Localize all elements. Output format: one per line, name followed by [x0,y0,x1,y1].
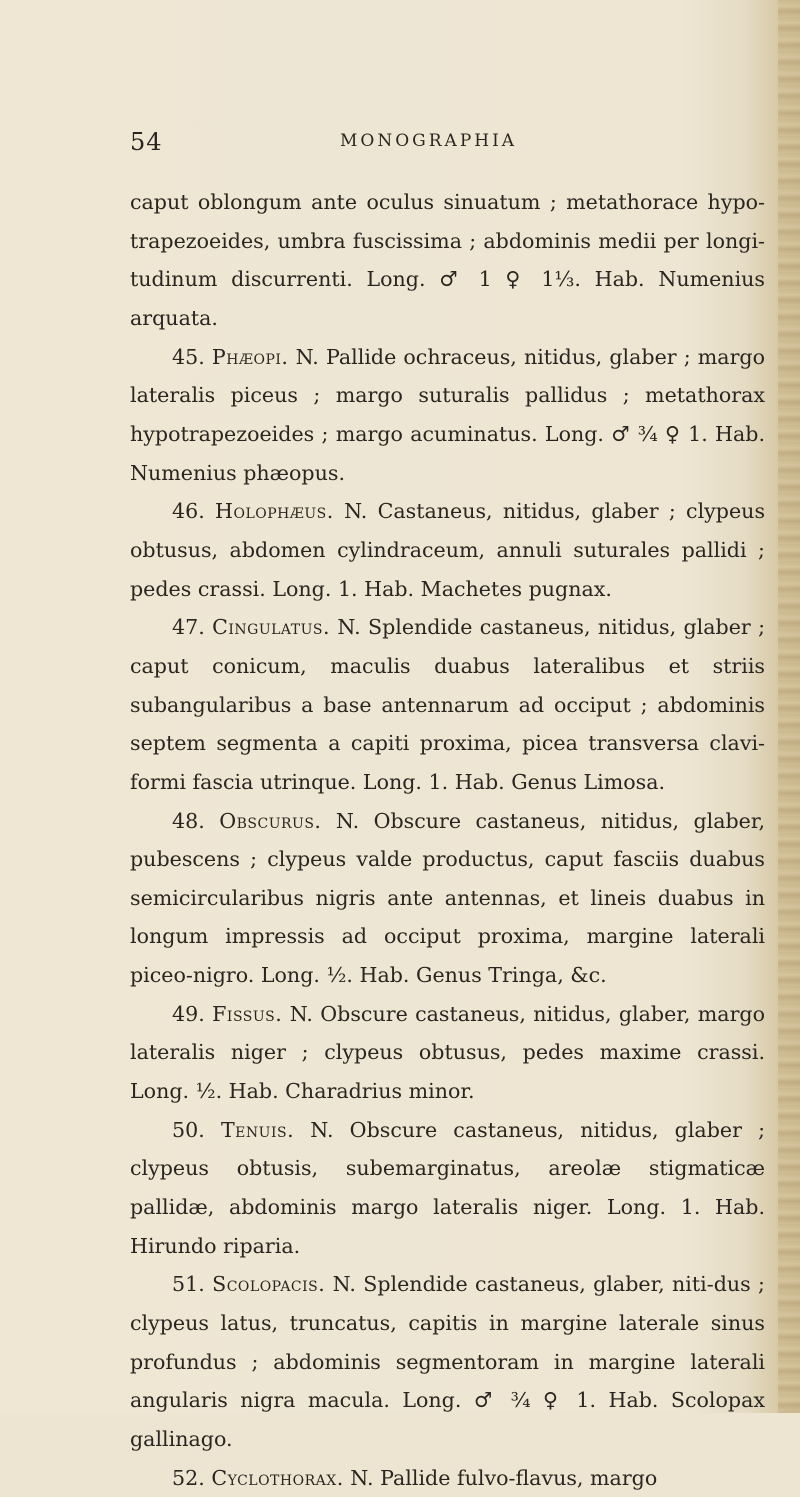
species-name: Cyclothorax. [211,1465,344,1490]
entry-description: N. Pallide ochraceus, nitidus, glaber ; margo lateralis piceus ; margo suturalis pallidus ; metathorax hypotrapezoeides ; margo acuminatus. Long. ♂ ¾ ♀ 1. Hab. Numenius phæopus. [130,344,766,485]
entry-number: 46. [172,499,205,524]
entry-description: N. Obscure castaneus, nitidus, glaber, pubescens ; clypeus valde productus, caput fasciis duabus semicircularibus nigris ante antennas, et lineis duabus in longum impressis ad occiput proxima, margine laterali piceo-nigro. Long. ½. Hab. Genus Tringa, &c. [130,808,766,988]
entry-description: N. Splendide castaneus, glaber, niti-dus ; clypeus latus, truncatus, capitis in margine laterale sinus profundus ; abdominis segmentoram in margine laterali angularis nigra macula. Long. ♂ ¾ ♀ 1. Hab. Scolopax gallinago. [130,1272,765,1451]
species-name: Phæopi. [211,344,289,369]
entry-description: N. Obscure castaneus, nitidus, glaber ; clypeus obtusis, subemarginatus, areolæ stigmaticæ pallidæ, abdominis margo lateralis niger. Long. 1. Hab. Hirundo riparia. [130,1117,766,1258]
running-head: MONOGRAPHIA [340,131,518,151]
entry-number: 51. [172,1272,205,1297]
species-name: Obscurus. [219,808,322,833]
page-edge [778,0,800,1413]
entry-paragraph [130,1459,765,1497]
entry-number: 45. [172,344,205,369]
entry-paragraph [130,1111,765,1266]
paragraph-continuation [130,183,765,338]
species-name: Holophæus. [215,499,334,524]
entry-number: 49. [172,1001,205,1026]
species-name: Fissus. [212,1001,283,1026]
entry-paragraph [130,492,765,608]
page-header [130,128,770,168]
entry-description: N. Splendide castaneus, nitidus, glaber ; caput conicum, maculis duabus lateralibus et striis subangularibus a base antennarum ad occiput ; abdominis septem segmenta a capiti proxima, picea transversa clavi-formi fascia utrinque. Long. 1. Hab. Genus Limosa. [130,615,766,794]
species-name: Scolopacis. [212,1272,326,1297]
species-name: Tenuis. [220,1117,295,1142]
entry-number: 52. [172,1465,205,1490]
entry-paragraph [130,338,765,493]
entry-paragraph [130,995,765,1111]
entry-number: 48. [172,808,205,833]
entry-number: 47. [172,615,205,640]
entry-description: N. Castaneus, nitidus, glaber ; clypeus obtusus, abdomen cylindraceum, annuli suturales pallidi ; pedes crassi. Long. 1. Hab. Machetes pugnax. [130,499,766,601]
entry-paragraph [130,608,765,801]
entry-description: N. Pallide fulvo-flavus, margo [350,1465,658,1490]
entry-paragraph [130,802,765,995]
species-name: Cingulatus. [212,615,331,640]
paragraph-text: caput oblongum ante oculus sinuatum ; metathorace hypo-trapezoeides, umbra fuscissima ; abdominis medii per longi-tudinum discurrenti. Long. ♂ 1 ♀ 1⅓. Hab. Numenius arquata. [130,190,765,330]
body-text [130,183,765,1497]
entry-number: 50. [172,1117,205,1142]
entry-paragraph [130,1265,765,1458]
entry-description: N. Obscure castaneus, nitidus, glaber, margo lateralis niger ; clypeus obtusus, pedes maxime crassi. Long. ½. Hab. Charadrius minor. [130,1001,765,1104]
page-number: 54 [130,128,163,156]
